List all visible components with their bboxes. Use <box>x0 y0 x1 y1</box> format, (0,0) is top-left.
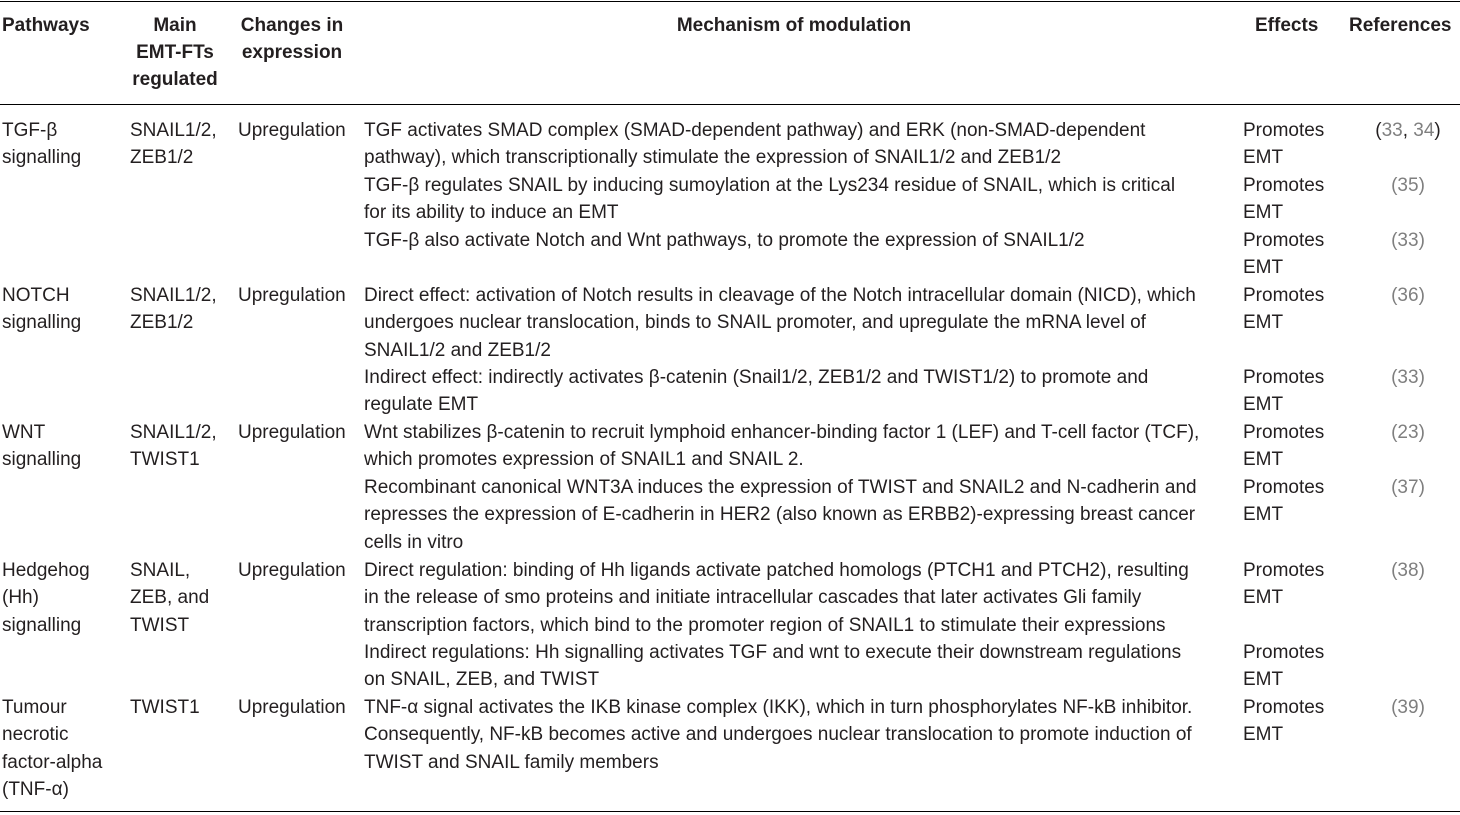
mechanism-cell: Direct effect: activation of Notch results in cleavage of the Notch intracellular domain (NICD), which undergoes nuclear translocation, binds to SNAIL promoter, and upregulate the mRNA level of SNAIL1/2 and ZEB1/2 <box>364 285 1196 361</box>
pathway-cell: WNT signalling <box>2 422 82 471</box>
header-effects: Effects <box>1255 15 1319 36</box>
effect-cell: Promotes EMT <box>1243 560 1325 609</box>
effect-cell: Promotes EMT <box>1243 367 1325 416</box>
reference-cell: (38) <box>1391 560 1425 581</box>
reference-cell: (33, 34) <box>1375 120 1441 141</box>
emt-ft-cell: SNAIL1/2, ZEB1/2 <box>130 120 217 169</box>
effect-cell: Promotes EMT <box>1243 285 1325 334</box>
reference-link[interactable]: 38 <box>1397 560 1419 581</box>
reference-cell: (35) <box>1391 175 1425 196</box>
header-bottom-rule <box>0 104 1460 105</box>
pathway-cell: Tumour necrotic factor-alpha (TNF-α) <box>2 697 103 801</box>
header-pathways: Pathways <box>2 15 90 36</box>
effect-cell: Promotes EMT <box>1243 697 1325 746</box>
mechanism-cell: TGF-β also activate Notch and Wnt pathways, to promote the expression of SNAIL1/2 <box>364 230 1085 251</box>
change-cell: Upregulation <box>238 120 346 141</box>
header-changes-in-expression: Changes in expression <box>240 15 344 63</box>
mechanism-cell: Wnt stabilizes β-catenin to recruit lymphoid enhancer-binding factor 1 (LEF) and T-cell factor (TCF), which promotes expression of SNAIL1 and SNAIL 2. <box>364 422 1200 471</box>
reference-link[interactable]: 33 <box>1397 230 1419 251</box>
reference-link[interactable]: 35 <box>1397 175 1419 196</box>
pathway-cell: TGF-β signalling <box>2 120 82 169</box>
change-cell: Upregulation <box>238 422 346 443</box>
change-cell: Upregulation <box>238 285 346 306</box>
effect-cell: Promotes EMT <box>1243 120 1325 169</box>
reference-link[interactable]: 39 <box>1397 697 1419 718</box>
pathway-cell: NOTCH signalling <box>2 285 82 334</box>
reference-link[interactable]: 33 <box>1381 120 1403 141</box>
mechanism-cell: TGF activates SMAD complex (SMAD-dependent pathway) and ERK (non-SMAD-dependent pathway), which transcriptionally stimulate the expression of SNAIL1/2 and ZEB1/2 <box>364 120 1146 169</box>
effect-cell: Promotes EMT <box>1243 477 1325 526</box>
mechanism-cell: Recombinant canonical WNT3A induces the expression of TWIST and SNAIL2 and N-cadherin and represses the expression of E-cadherin in HER2 (also known as ERBB2)-expressing breast cancer cells in vitro <box>364 477 1197 553</box>
table-bottom-rule <box>0 811 1460 812</box>
emt-ft-cell: SNAIL, ZEB, and TWIST <box>130 560 210 636</box>
reference-link[interactable]: 34 <box>1413 120 1435 141</box>
reference-cell: (33) <box>1391 367 1425 388</box>
emt-ft-cell: TWIST1 <box>130 697 200 718</box>
pathway-cell: Hedgehog (Hh) signalling <box>2 560 90 636</box>
effect-cell: Promotes EMT <box>1243 230 1325 279</box>
change-cell: Upregulation <box>238 560 346 581</box>
reference-cell: (37) <box>1391 477 1425 498</box>
reference-link[interactable]: 36 <box>1397 285 1419 306</box>
effect-cell: Promotes EMT <box>1243 642 1325 691</box>
reference-link[interactable]: 23 <box>1397 422 1419 443</box>
mechanism-cell: TNF-α signal activates the IKB kinase complex (IKK), which in turn phosphorylates NF-kB inhibitor. Consequently, NF-kB becomes active and undergoes nuclear translocation to promote induction of TWIST and SNAIL family members <box>364 697 1193 773</box>
header-mechanism: Mechanism of modulation <box>676 15 912 36</box>
mechanism-cell: TGF-β regulates SNAIL by inducing sumoylation at the Lys234 residue of SNAIL, which is critical for its ability to induce an EMT <box>364 175 1176 224</box>
header-main-emt-fts: Main EMT-FTs regulated <box>132 15 218 90</box>
mechanism-cell: Direct regulation: binding of Hh ligands activate patched homologs (PTCH1 and PTCH2), resulting in the release of smo proteins and initiate intracellular cascades that later activates Gli family transcription factors, which bind to the promoter region of SNAIL1 to stimulate their expressions <box>364 560 1189 636</box>
table-top-rule <box>0 1 1460 2</box>
mechanism-cell: Indirect regulations: Hh signalling activates TGF and wnt to execute their downstream regulations on SNAIL, ZEB, and TWIST <box>364 642 1182 691</box>
reference-cell: (39) <box>1391 697 1425 718</box>
change-cell: Upregulation <box>238 697 346 718</box>
effect-cell: Promotes EMT <box>1243 175 1325 224</box>
emt-ft-cell: SNAIL1/2, TWIST1 <box>130 422 217 471</box>
reference-cell: (33) <box>1391 230 1425 251</box>
reference-cell: (23) <box>1391 422 1425 443</box>
effect-cell: Promotes EMT <box>1243 422 1325 471</box>
mechanism-cell: Indirect effect: indirectly activates β-catenin (Snail1/2, ZEB1/2 and TWIST1/2) to promote and regulate EMT <box>364 367 1149 416</box>
reference-link[interactable]: 37 <box>1397 477 1419 498</box>
reference-link[interactable]: 33 <box>1397 367 1419 388</box>
reference-cell: (36) <box>1391 285 1425 306</box>
header-references: References <box>1349 15 1452 36</box>
emt-ft-cell: SNAIL1/2, ZEB1/2 <box>130 285 217 334</box>
